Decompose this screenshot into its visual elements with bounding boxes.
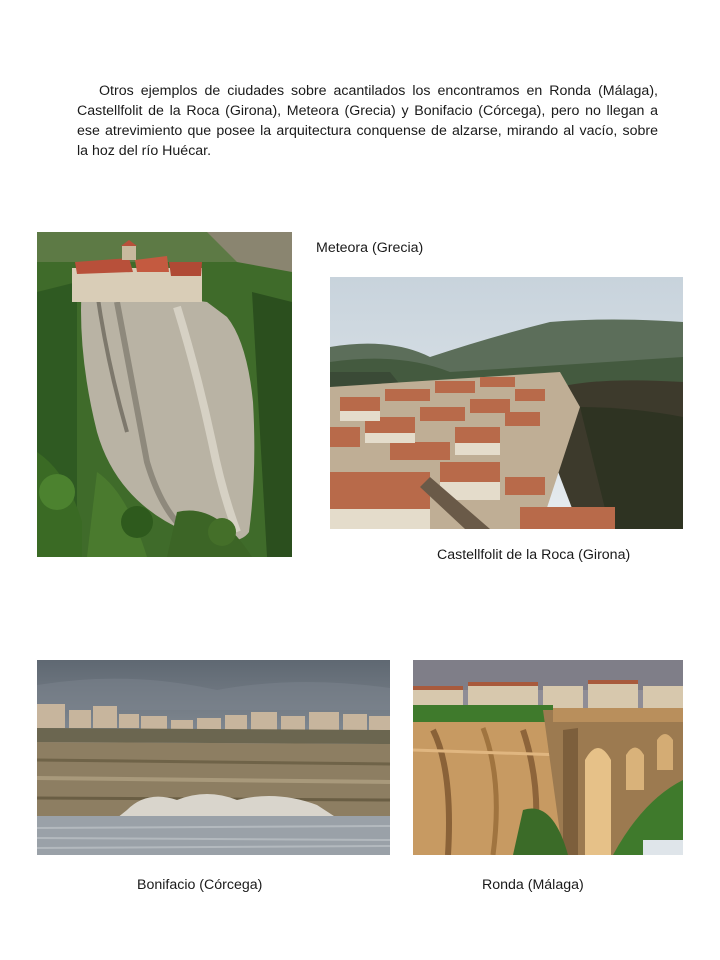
bonifacio-caption: Bonifacio (Córcega) <box>137 877 263 893</box>
ronda-photo <box>413 660 683 855</box>
ronda-caption: Ronda (Málaga) <box>482 877 584 893</box>
castellfolit-photo <box>330 277 683 529</box>
meteora-photo <box>37 232 292 557</box>
bonifacio-photo <box>37 660 390 855</box>
intro-paragraph: Otros ejemplos de ciudades sobre acantilados los encontramos en Ronda (Málaga), Castellfolit de la Roca (Girona), Meteora (Grecia) y Bonifacio (Córcega), pero no llegan a ese atrevimiento que posee la arquitectura conquense de alzarse, mirando al vacío, sobre la hoz del río Huécar. <box>77 83 658 159</box>
castellfolit-caption: Castellfolit de la Roca (Girona) <box>437 547 631 563</box>
meteora-caption: Meteora (Grecia) <box>316 240 424 256</box>
